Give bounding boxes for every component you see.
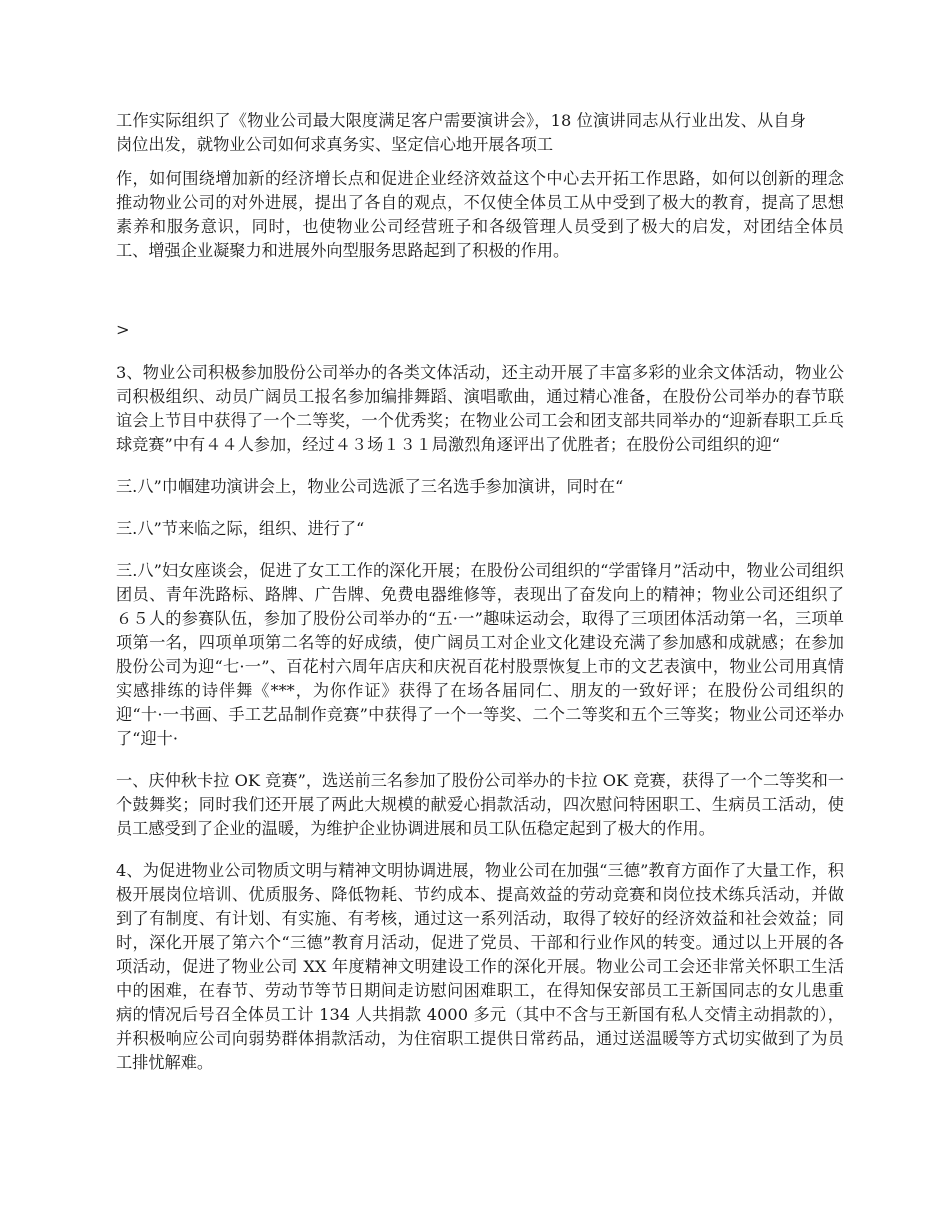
paragraph-womens-day-speech: 三.八”巾帼建功演讲会上，物业公司选派了三名选手参加演讲，同时在“ (116, 477, 624, 496)
paragraph-speech-outcome: 作，如何围绕增加新的经济增长点和促进企业经济效益这个中心去开拓工作思路，如何以创新的理念推动物业公司的对外进展，提出了各自的观点，不仅使全体员工从中受到了极大的教育，提高了思想素养和服务意识，同时，也使物业公司经营班子和各级管理人员受到了极大的启发，对团结全体员工、增强企业凝聚力和进展外向型服务思路起到了积极的作用。 (116, 169, 844, 260)
paragraph-karaoke-contest: 一、庆仲秋卡拉 OK 竞赛”，选送前三名参加了股份公司举办的卡拉 OK 竞赛，获得了一个二等奖和一个鼓舞奖；同时我们还开展了两此大规模的献爱心捐款活动，四次慰问特困职工、生病员工活动，使员工感受到了企业的温暖，为维护企业协调进展和员工队伍稳定起到了极大的作用。 (116, 771, 844, 838)
paragraph-item-3-activities: 3、物业公司积极参加股份公司举办的各类文体活动，还主动开展了丰富多彩的业余文体活动，物业公司积极组织、动员广阔员工报名参加编排舞蹈、演唱歌曲，通过精心准备，在股份公司举办的春节联谊会上节目中获得了一个二等奖，一个优秀奖；在物业公司工会和团支部共同举办的“迎新春职工乒乓球竞赛”中有４４人参加，经过４３场１３１局激烈角逐评出了优胜者；在股份公司组织的迎“ (116, 363, 844, 454)
document-body (116, 109, 844, 1093)
paragraph-womens-day-approach: 三.八”节来临之际，组织、进行了“ (116, 519, 365, 538)
paragraph-speech-meeting: 工作实际组织了《物业公司最大限度满足客户需要演讲会》，18 位演讲同志从行业出发、从自身岗位出发，就物业公司如何求真务实、坚定信心地开展各项工 (116, 111, 806, 154)
paragraph-item-4-civilization: 4、为促进物业公司物质文明与精神文明协调进展，物业公司在加强“三德”教育方面作了大量工作，积极开展岗位培训、优质服务、降低物耗、节约成本、提高效益的劳动竞赛和岗位技术练兵活动，并做到了有制度、有计划、有实施、有考核，通过这一系列活动，取得了较好的经济效益和社会效益；同时，深化开展了第六个“三德”教育月活动，促进了党员、干部和行业作风的转变。通过以上开展的各项活动，促进了物业公司 XX 年度精神文明建设工作的深化开展。物业公司工会还非常关怀职工生活中的困难，在春节、劳动节等节日期间走访慰问困难职工，在得知保安部员工王新国同志的女儿患重病的情况后号召全体员工计 134 人共捐款 4000 多元（其中不含与王新国有私人交情主动捐款的），并积极响应公司向弱势群体捐款活动，为住宿职工提供日常药品，通过送温暖等方式切实做到了为员工排忧解难。 (116, 861, 844, 1072)
paragraph-womens-forum: 三.八”妇女座谈会，促进了女工工作的深化开展；在股份公司组织的“学雷锋月”活动中，物业公司组织团员、青年洗路标、路牌、广告牌、免费电器维修等，表现出了奋发向上的精神；物业公司还组织了６５人的参赛队伍，参加了股份公司举办的“五·一”趣味运动会，取得了三项团体活动第一名，三项单项第一名，四项单项第二名等的好成绩，使广阔员工对企业文化建设充满了参加感和成就感；在参加股份公司为迎“七·一”、百花村六周年店庆和庆祝百花村股票恢复上市的文艺表演中，物业公司用真情实感排练的诗伴舞《***，为你作证》获得了在场各届同仁、朋友的一致好评；在股份公司组织的迎“十·一书画、手工艺品制作竞赛”中获得了一个一等奖、二个二等奖和五个三等奖；物业公司还举办了“迎十· (116, 561, 844, 748)
paragraph-marker: > (116, 320, 130, 339)
